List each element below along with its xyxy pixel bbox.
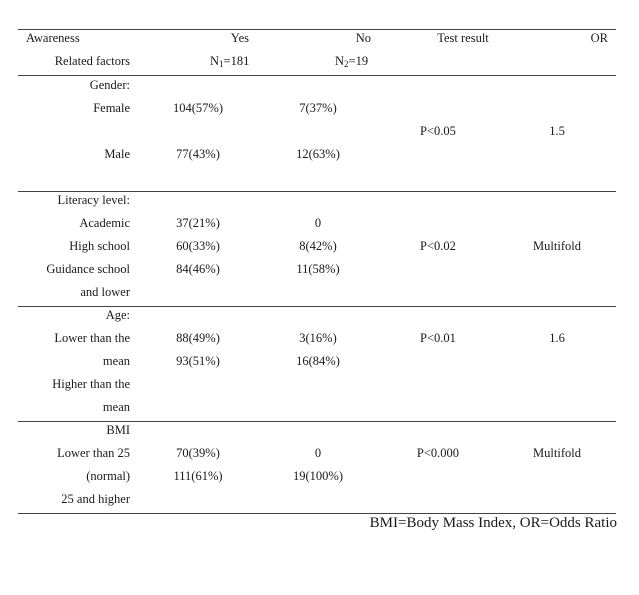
header-or: OR: [590, 31, 608, 45]
age-lower-label-cont: mean: [102, 354, 130, 368]
bmi-row1-yes: 70(39%): [176, 446, 220, 460]
gender-test-result: P<0.05: [420, 124, 456, 138]
gender-female-no: 7(37%): [299, 101, 337, 115]
literacy-academic-yes: 37(21%): [176, 216, 220, 230]
literacy-guidance-label: Guidance school: [46, 262, 130, 276]
age-rule: [18, 421, 616, 422]
age-test-result: P<0.01: [420, 331, 456, 345]
literacy-or: Multifold: [533, 239, 581, 253]
age-row2-yes: 93(51%): [176, 354, 220, 368]
bmi-row1-no: 0: [314, 446, 322, 460]
bmi-lower-label: Lower than 25: [57, 446, 130, 460]
literacy-rule: [18, 306, 616, 307]
header-n1: $N_1=181$: [210, 54, 250, 69]
age-row2-no: 16(84%): [296, 354, 340, 368]
gender-female-label: Female: [93, 101, 130, 115]
age-row1-yes: 88(49%): [176, 331, 220, 345]
literacy-test-result: P<0.02: [420, 239, 456, 253]
literacy-guidance-label-cont: and lower: [80, 285, 130, 299]
gender-female-yes: 104(57%): [173, 101, 223, 115]
age-lower-label: Lower than the: [54, 331, 130, 345]
literacy-high-school-label: High school: [69, 239, 130, 253]
age-higher-label-cont: mean: [102, 400, 130, 414]
gender-male-label: Male: [104, 147, 130, 161]
gender-title: Gender:: [89, 78, 130, 92]
gender-male-yes: 77(43%): [176, 147, 220, 161]
bmi-row2-no: 19(100%): [293, 469, 343, 483]
bmi-lower-label-cont: (normal): [86, 469, 130, 483]
bmi-test-result: P<0.000: [416, 446, 460, 460]
age-or: 1.6: [549, 331, 565, 345]
bmi-or: Multifold: [533, 446, 581, 460]
bmi-row2-yes: 111(61%): [173, 469, 223, 483]
gender-rule: [18, 191, 616, 192]
literacy-high-school-yes: 60(33%): [176, 239, 220, 253]
literacy-title: Literacy level:: [57, 193, 130, 207]
literacy-guidance-yes: 84(46%): [176, 262, 220, 276]
header-rule: [18, 75, 616, 76]
table-footnote: BMI=Body Mass Index, OR=Odds Ratio: [369, 515, 617, 531]
bmi-higher-label: 25 and higher: [61, 492, 130, 506]
age-title: Age:: [105, 308, 130, 322]
header-n2: $N_2=19$: [335, 54, 369, 69]
header-related-factors: Related factors: [54, 54, 130, 68]
header-yes: Yes: [230, 31, 249, 45]
header-test-result: Test result: [437, 31, 489, 45]
bmi-title: BMI: [106, 423, 130, 437]
gender-male-no: 12(63%): [296, 147, 340, 161]
literacy-high-school-no: 8(42%): [299, 239, 337, 253]
literacy-guidance-no: 11(58%): [296, 262, 340, 276]
age-row1-no: 3(16%): [299, 331, 337, 345]
header-awareness: Awareness: [26, 31, 80, 45]
literacy-academic-label: Academic: [79, 216, 130, 230]
literacy-academic-no: 0: [314, 216, 322, 230]
table-top-rule: [18, 29, 616, 30]
age-higher-label: Higher than the: [52, 377, 130, 391]
header-no: No: [355, 31, 371, 45]
gender-or: 1.5: [549, 124, 565, 138]
